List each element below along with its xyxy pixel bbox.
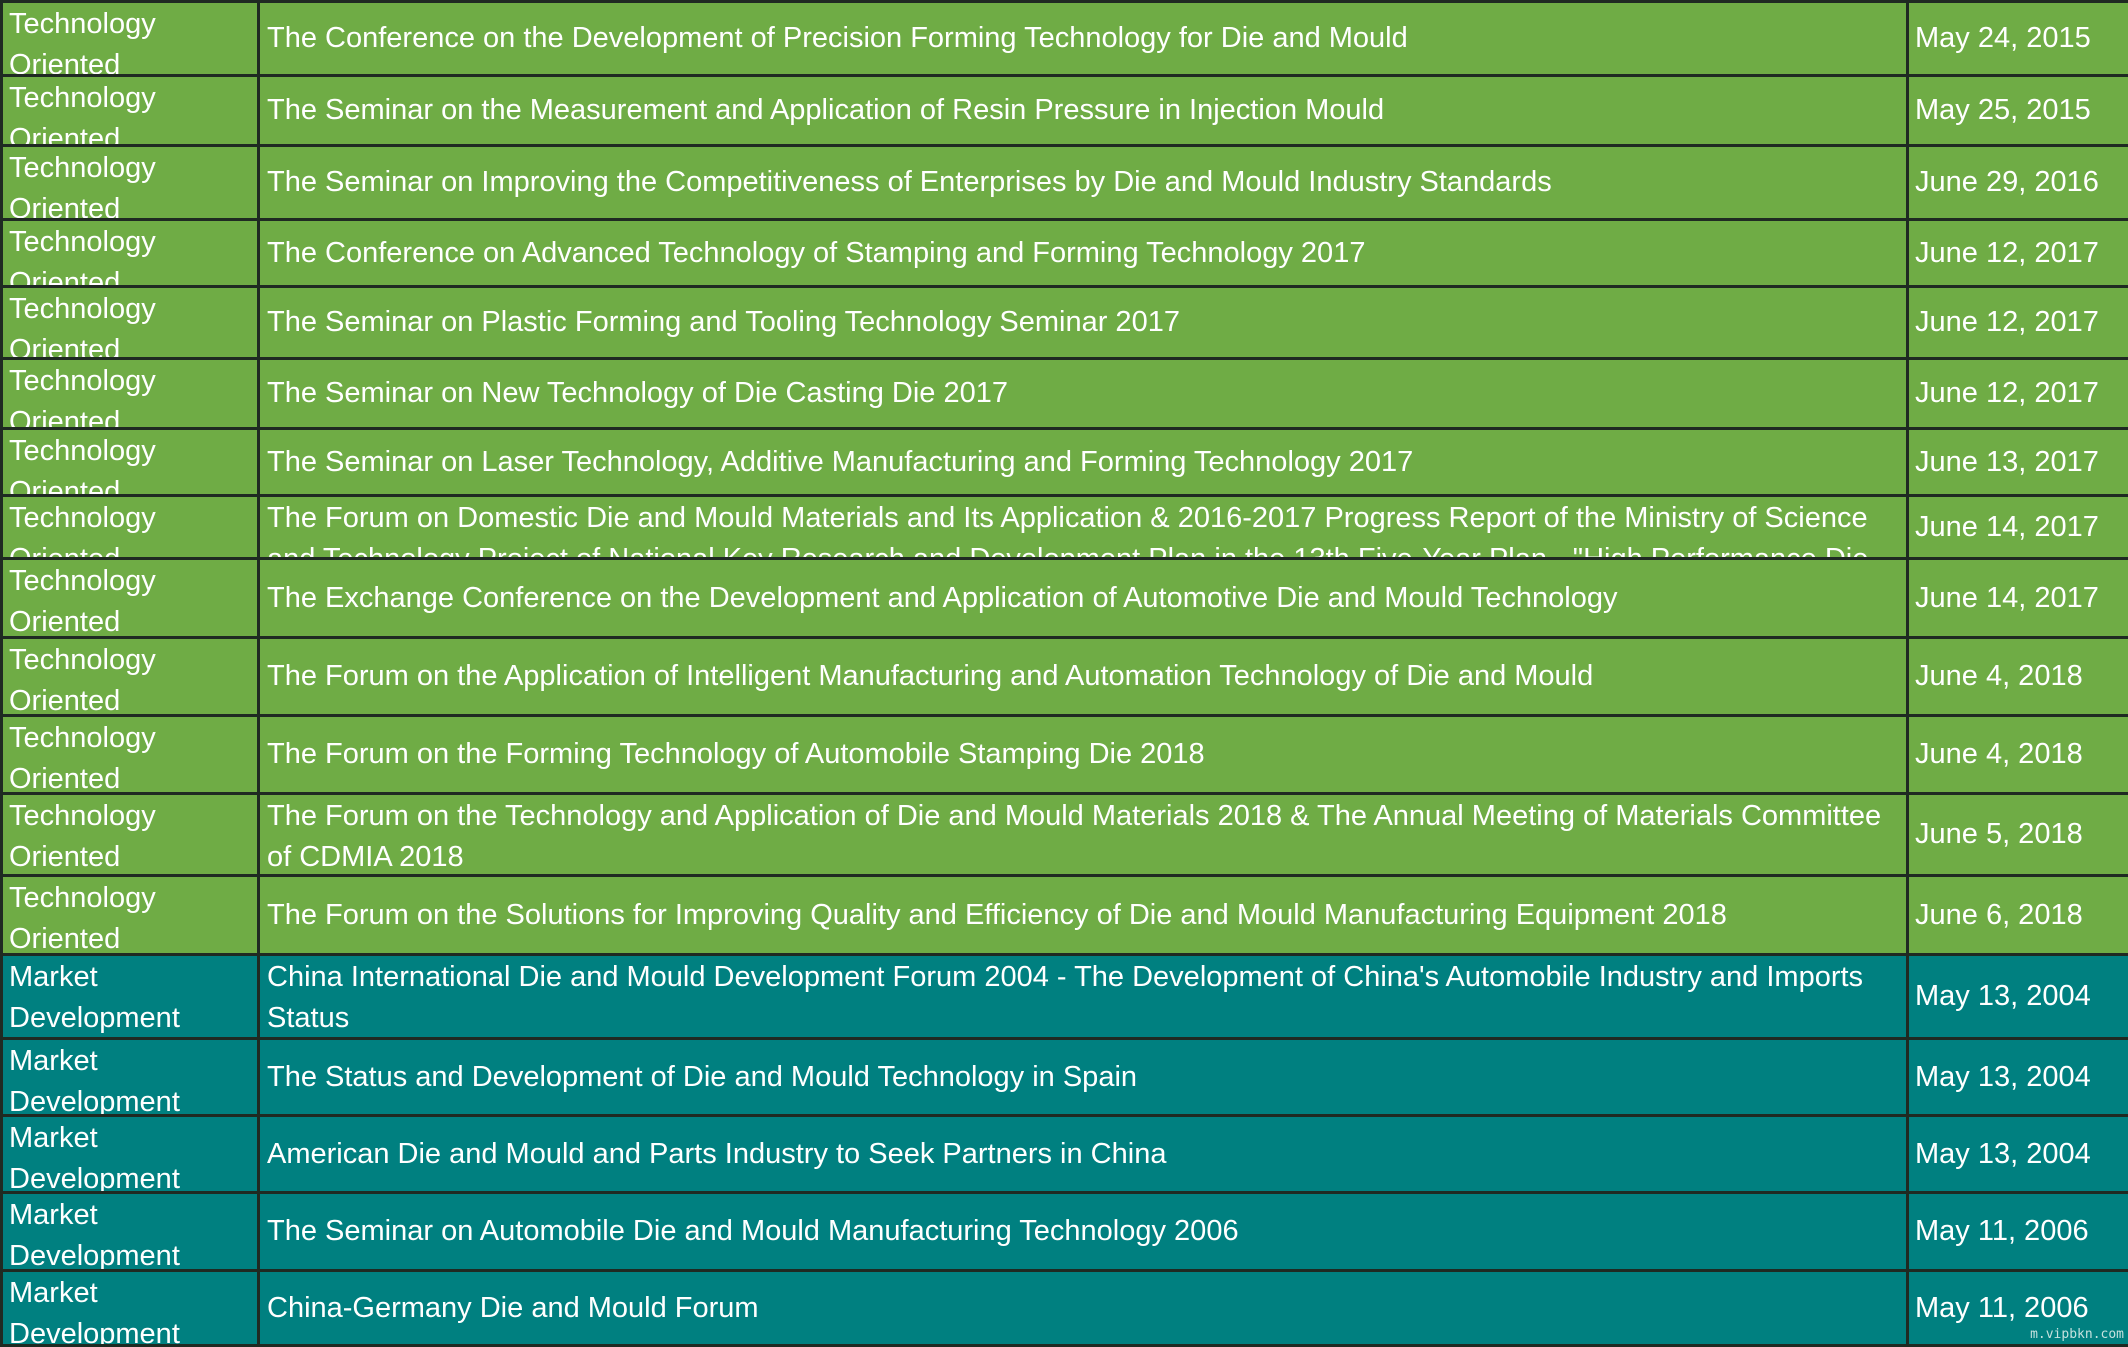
events-table-body [2, 2, 2128, 1346]
category-cell-text: Technology Oriented [9, 561, 257, 636]
table-row [2, 638, 2128, 716]
category-cell [2, 1039, 259, 1116]
event-date-cell-text: May 25, 2015 [1915, 90, 2128, 131]
event-title-cell-text: The Forum on the Solutions for Improving Quality and Efficiency of Die and Mould Manufacturing Equipment 2018 [267, 895, 1906, 936]
category-cell-text: Technology [9, 498, 257, 557]
event-title-cell [259, 955, 1908, 1039]
category-cell [2, 1271, 259, 1346]
event-date-cell-text: May 11, 2006 [1915, 1288, 2128, 1329]
event-date-cell [1908, 794, 2128, 876]
event-date-cell [1908, 220, 2128, 287]
category-cell [2, 876, 259, 955]
table-row [2, 559, 2128, 638]
event-date-cell-text: June 12, 2017 [1915, 302, 2128, 343]
event-title-cell [259, 76, 1908, 146]
event-title-cell [259, 496, 1908, 559]
category-cell [2, 146, 259, 220]
table-row [2, 1271, 2128, 1346]
event-title-cell-text: The Seminar on Plastic Forming and Tooling Technology Seminar 2017 [267, 302, 1906, 343]
table-row [2, 496, 2128, 559]
event-title-cell-text: The Conference on the Development of Precision Forming Technology for Die and Mould [267, 18, 1906, 59]
event-date-cell-text: May 24, 2015 [1915, 18, 2128, 59]
category-cell-text: Technology Oriented [9, 289, 257, 357]
event-date-cell-text: May 13, 2004 [1915, 1134, 2128, 1175]
event-title-cell-text: The Seminar on Laser Technology, Additive Manufacturing and Forming Technology 2017 [267, 442, 1906, 483]
event-title-cell [259, 359, 1908, 429]
category-cell [2, 2, 259, 76]
event-title-cell-text: China International Die and Mould Development Forum 2004 - The Development of China's Automobile Industry and Imports Status [267, 957, 1906, 1037]
category-cell [2, 1116, 259, 1193]
category-cell-text: Technology Oriented [9, 78, 257, 144]
event-title-cell [259, 716, 1908, 794]
watermark: m.vipbkn.com [2030, 1327, 2124, 1342]
event-date-cell [1908, 429, 2128, 496]
event-title-cell [259, 876, 1908, 955]
event-title-cell-text: American Die and Mould and Parts Industry to Seek Partners in China [267, 1134, 1906, 1175]
event-title-cell [259, 794, 1908, 876]
event-date-cell [1908, 287, 2128, 359]
category-cell [2, 559, 259, 638]
event-date-cell-text: June 5, 2018 [1915, 814, 2128, 855]
table-row [2, 876, 2128, 955]
event-date-cell-text: May 11, 2006 [1915, 1211, 2128, 1252]
event-title-cell [259, 1116, 1908, 1193]
event-date-cell-text: June 13, 2017 [1915, 442, 2128, 483]
event-date-cell [1908, 496, 2128, 559]
category-cell [2, 638, 259, 716]
category-cell-text: Technology Oriented [9, 431, 257, 494]
event-date-cell [1908, 146, 2128, 220]
table-row [2, 1116, 2128, 1193]
event-title-cell [259, 638, 1908, 716]
event-title-cell [259, 429, 1908, 496]
category-cell-text: Technology Oriented [9, 718, 257, 792]
category-cell [2, 359, 259, 429]
table-row [2, 955, 2128, 1039]
category-cell [2, 1193, 259, 1271]
category-cell [2, 429, 259, 496]
event-title-cell-text: China-Germany Die and Mould Forum [267, 1288, 1906, 1329]
event-title-cell-text: The Seminar on the Measurement and Application of Resin Pressure in Injection Mould [267, 90, 1906, 131]
category-cell-text: Technology Oriented [9, 796, 257, 874]
event-date-cell-text: June 12, 2017 [1915, 233, 2128, 274]
event-date-cell [1908, 716, 2128, 794]
table-row [2, 76, 2128, 146]
event-title-cell-text: The Status and Development of Die and Mould Technology in Spain [267, 1057, 1906, 1098]
event-title-cell [259, 220, 1908, 287]
category-cell-text: Technology Oriented [9, 640, 257, 714]
category-cell-text: Technology Oriented [9, 222, 257, 285]
event-title-cell-text: The Forum on the Application of Intelligent Manufacturing and Automation Technology of Die and Mould [267, 656, 1906, 697]
event-title-cell-text: The Forum on the Technology and Application of Die and Mould Materials 2018 & The Annual Meeting of Materials Committee of CDMIA 2018 [267, 796, 1906, 874]
event-date-cell-text: June 4, 2018 [1915, 734, 2128, 775]
event-date-cell [1908, 876, 2128, 955]
event-date-cell-text: June 12, 2017 [1915, 373, 2128, 414]
table-row [2, 2, 2128, 76]
table-row [2, 220, 2128, 287]
event-date-cell-text: May 13, 2004 [1915, 976, 2128, 1017]
event-title-cell [259, 1271, 1908, 1346]
table-row [2, 287, 2128, 359]
category-cell-text: Technology Oriented [9, 4, 257, 74]
event-date-cell [1908, 359, 2128, 429]
table-row [2, 1039, 2128, 1116]
category-cell [2, 496, 259, 559]
event-title-cell [259, 559, 1908, 638]
event-date-cell-text: June 29, 2016 [1915, 162, 2128, 203]
table-row [2, 1193, 2128, 1271]
event-title-cell [259, 146, 1908, 220]
event-date-cell-text: June 6, 2018 [1915, 895, 2128, 936]
event-date-cell-text: May 13, 2004 [1915, 1057, 2128, 1098]
event-title-cell [259, 1193, 1908, 1271]
event-date-cell-text: June 4, 2018 [1915, 656, 2128, 697]
table-row [2, 146, 2128, 220]
event-title-cell-text: The Seminar on Improving the Competitiveness of Enterprises by Die and Mould Industry Standards [267, 162, 1906, 203]
event-date-cell [1908, 1193, 2128, 1271]
event-title-cell-text: The Exchange Conference on the Development and Application of Automotive Die and Mould Technology [267, 578, 1906, 619]
category-cell-text: Technology Oriented [9, 148, 257, 218]
category-cell-text: Market Development [9, 957, 257, 1037]
category-cell [2, 220, 259, 287]
event-title-cell-text: The Seminar on Automobile Die and Mould Manufacturing Technology 2006 [267, 1211, 1906, 1252]
event-date-cell [1908, 1116, 2128, 1193]
event-date-cell [1908, 559, 2128, 638]
event-date-cell [1908, 955, 2128, 1039]
event-title-cell [259, 2, 1908, 76]
event-title-cell [259, 1039, 1908, 1116]
table-row [2, 429, 2128, 496]
table-row [2, 716, 2128, 794]
event-date-cell-text: June 14, 2017 [1915, 578, 2128, 619]
event-date-cell [1908, 76, 2128, 146]
table-row [2, 794, 2128, 876]
category-cell [2, 716, 259, 794]
event-date-cell [1908, 2, 2128, 76]
event-date-cell-text: June 14, 2017 [1915, 507, 2128, 548]
event-date-cell [1908, 638, 2128, 716]
category-cell [2, 794, 259, 876]
event-title-cell-text: The Forum on Domestic Die and Mould Materials and Its Application & 2016-2017 Progress Report of the Ministry of Science [267, 498, 1906, 557]
category-cell-text: Market Development [9, 1041, 257, 1114]
category-cell-text: Technology Oriented [9, 361, 257, 427]
category-cell [2, 955, 259, 1039]
category-cell-text: Market Development [9, 1195, 257, 1269]
event-title-cell [259, 287, 1908, 359]
event-title-cell-text: The Forum on the Forming Technology of Automobile Stamping Die 2018 [267, 734, 1906, 775]
category-cell [2, 287, 259, 359]
category-cell-text: Market Development [9, 1273, 257, 1344]
category-cell [2, 76, 259, 146]
event-date-cell [1908, 1039, 2128, 1116]
event-title-cell-text: The Conference on Advanced Technology of Stamping and Forming Technology 2017 [267, 233, 1906, 274]
category-cell-text: Technology Oriented [9, 878, 257, 953]
category-cell-text: Market Development [9, 1118, 257, 1191]
event-title-cell-text: The Seminar on New Technology of Die Casting Die 2017 [267, 373, 1906, 414]
table-row [2, 359, 2128, 429]
